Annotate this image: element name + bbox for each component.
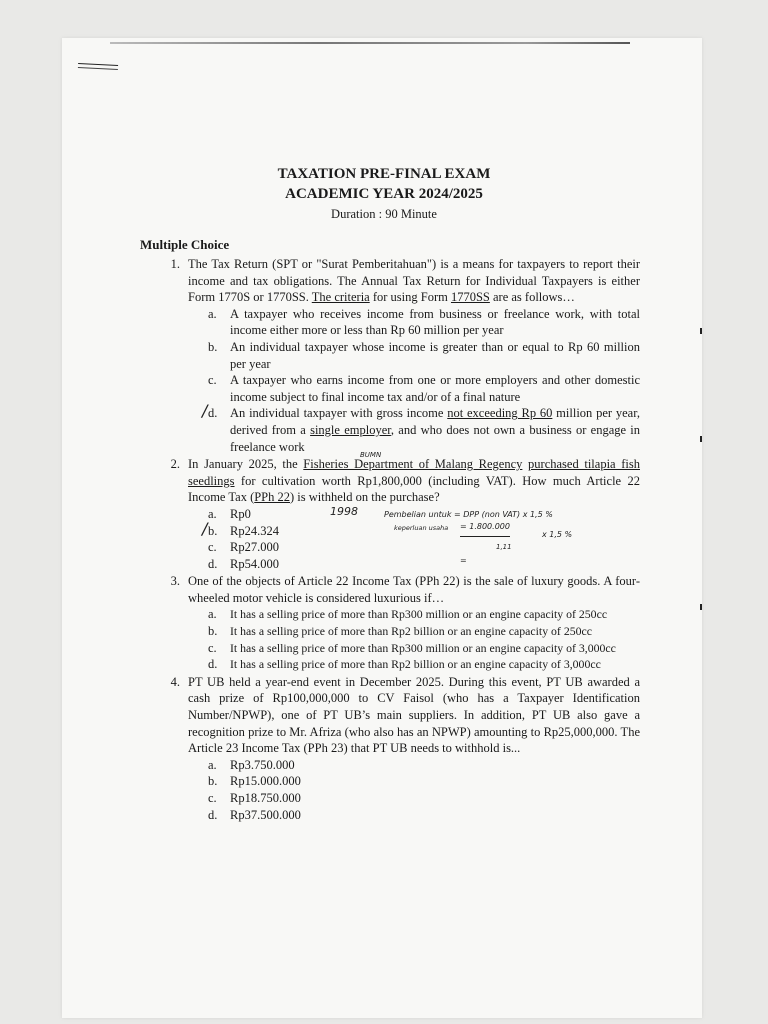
question-2 [140, 451, 640, 572]
option-list [202, 504, 640, 572]
question-number: 4. [170, 674, 180, 689]
option-list [208, 606, 640, 672]
option-text: Rp37.500.000 [230, 807, 301, 822]
question-list [140, 256, 640, 824]
text-segment: for using Form [369, 290, 451, 305]
option-letter: a. [208, 607, 217, 622]
handwritten-note: keperluan usaha [394, 523, 449, 532]
text-segment: million per year, derived from a [230, 406, 640, 437]
option-text: Rp18.750.000 [230, 791, 301, 805]
question-text: One of the objects of Article 22 Income Tax (PPh 22) is the sale of luxury goods. A four-wheeled motor vehicle is considered luxurious if… [188, 574, 640, 605]
question-text [188, 456, 640, 506]
paper-top-edge [110, 42, 630, 44]
option-letter: d. [208, 556, 218, 571]
option-text: It has a selling price of more than Rp300 million or an engine capacity of 250cc [230, 607, 608, 622]
option-b [208, 773, 640, 790]
option-text: Rp54.000 [230, 556, 279, 571]
edge-tick [700, 436, 702, 442]
question-1 [140, 256, 640, 455]
text-segment: for cultivation worth Rp1,800,000 (including VAT). How much Article 22 Income Tax ( [188, 473, 640, 505]
option-letter: b. [208, 624, 218, 639]
option-d [208, 656, 640, 673]
option-letter: b. [208, 774, 218, 789]
text-segment: An individual taxpayer with gross income [230, 406, 448, 421]
option-text: Rp3.750.000 [230, 757, 295, 772]
option-letter: c. [208, 540, 217, 555]
option-a [208, 606, 640, 623]
question-text: PT UB held a year-end event in December 2025. During this event, PT UB awarded a cash prize of Rp100,000,000 to CV Faisol (who has a Taxpayer Identification Number/NPWP), one of PT UB’s main suppliers. In addition, PT UB also gave a recognition prize to Mr. Afriza (who also has an NPWP) amounting to Rp25,000,000. The Article 23 Income Tax (PPh 23) that PT UB needs to withhold is... [188, 674, 640, 756]
option-text: Rp0 [230, 506, 251, 521]
handwritten-note: x 1,5 % [542, 529, 573, 539]
edge-tick [700, 604, 702, 610]
option-a [208, 757, 640, 774]
handwritten-note: = [460, 555, 467, 565]
question-3 [140, 573, 640, 673]
exam-duration: Duration : 90 Minute [331, 207, 437, 221]
check-mark-icon: / [202, 518, 208, 538]
option-text: Rp24.324 [230, 523, 279, 538]
option-c [208, 790, 640, 807]
exam-title: TAXATION PRE-FINAL EXAM [277, 166, 491, 182]
option-d [208, 556, 640, 573]
academic-year: ACADEMIC YEAR 2024/2025 [285, 186, 483, 202]
option-letter: b. [208, 339, 218, 354]
text-segment: , and who does not own a business or engage in freelance work [230, 422, 641, 454]
handwritten-note: Pembelian untuk = DPP (non VAT) x 1,5 % [384, 509, 553, 519]
underlined-text: PPh 22 [254, 490, 291, 505]
option-list [208, 757, 640, 823]
option-text: It has a selling price of more than Rp2 billion or an engine capacity of 250cc [230, 624, 592, 639]
option-letter: a. [208, 306, 217, 321]
option-text: Rp15.000.000 [230, 774, 301, 789]
option-text: An individual taxpayer whose income is greater than or equal to Rp 60 million per year [230, 339, 640, 371]
option-c [208, 539, 640, 556]
text-segment: are as follows… [489, 290, 575, 305]
underlined-text: 1770SS [450, 290, 490, 305]
edge-tick [700, 328, 702, 334]
question-4 [140, 674, 640, 823]
option-text: It has a selling price of more than Rp2 billion or an engine capacity of 3,000cc [230, 657, 601, 672]
question-number: 3. [170, 574, 180, 589]
option-text [230, 405, 640, 455]
handwritten-note: BUMN [360, 451, 382, 460]
option-a [208, 306, 640, 339]
option-text: Rp27.000 [230, 540, 279, 555]
option-d [202, 401, 641, 455]
handwritten-note: 1998 [330, 504, 358, 518]
text-segment: In January 2025, the [188, 457, 304, 472]
option-c [208, 372, 640, 405]
handwritten-note: = 1.800.000 [460, 519, 510, 537]
option-letter: a. [208, 757, 217, 772]
underlined-text: Fisheries Department of Malang Regency [303, 457, 523, 472]
question-number: 1. [170, 257, 180, 271]
underlined-text: The criteria [311, 290, 370, 305]
option-c [208, 640, 640, 657]
underlined-text: not exceeding Rp 60 [447, 406, 553, 421]
option-text: A taxpayer who earns income from one or more employers and other domestic income subject to final income tax and/or of a final nature [230, 373, 640, 404]
handwritten-note: 1,11 [496, 542, 512, 551]
option-text: A taxpayer who receives income from business or freelance work, with total income either more or less than Rp 60 million per year [230, 306, 640, 338]
text-segment: ) is withheld on the purchase? [290, 490, 440, 505]
underlined-text: purchased tilapia fish seedlings [188, 457, 640, 488]
question-number: 2. [170, 457, 180, 472]
option-letter: d. [208, 657, 218, 672]
text-segment: The Tax Return (SPT or "Surat Pemberitahuan") is a means for taxpayers to report their income and tax obligations. The Annual Tax Return for Individual Taxpayers is either Form 1770S or 1770SS. [188, 257, 640, 305]
option-letter: c. [208, 791, 217, 805]
option-letter: c. [208, 640, 217, 655]
option-b [208, 623, 640, 640]
question-text [188, 256, 640, 306]
option-b [208, 339, 640, 372]
option-d [208, 807, 640, 824]
check-mark-icon: / [202, 401, 208, 421]
option-list [202, 306, 641, 455]
option-letter: b. [208, 523, 218, 538]
option-letter: d. [208, 807, 218, 822]
option-letter: d. [208, 406, 218, 421]
underlined-text: single employer [310, 422, 391, 437]
option-text: It has a selling price of more than Rp300 million or an engine capacity of 3,000cc [230, 640, 616, 655]
option-letter: c. [208, 373, 217, 388]
option-letter: a. [208, 506, 217, 521]
section-title: Multiple Choice [140, 237, 230, 252]
